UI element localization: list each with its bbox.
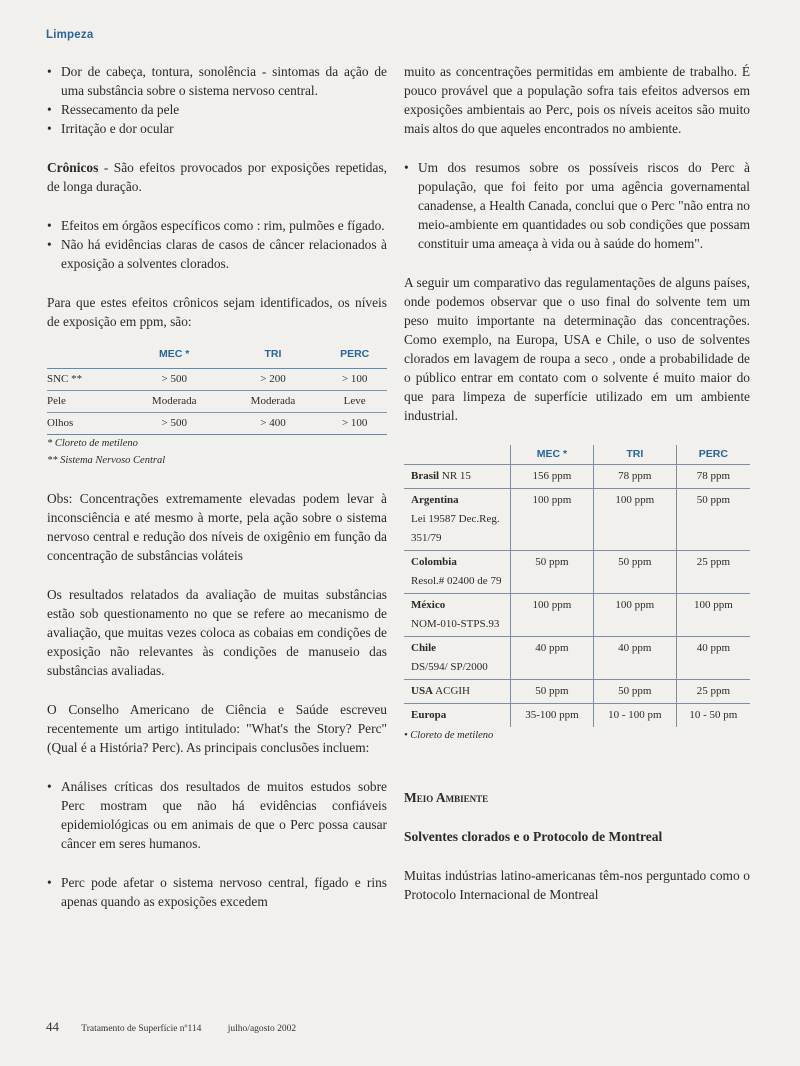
table-header: PERC [322,343,387,369]
page-footer [46,1019,296,1035]
health-canada-list [404,158,750,253]
country-name: USA [411,685,434,697]
list-item: • Não há evidências claras de casos de câncer relacionados à exposição a solventes clorados. [47,237,387,271]
table-header: TRI [224,343,323,369]
country-name: Brasil [411,470,440,482]
table-row: Chile DS/594/ SP/2000 40 ppm 40 ppm 40 ppm [404,637,750,680]
bullet-icon: • [47,875,52,890]
table-header: MEC * [511,445,594,465]
exposure-table [47,343,387,435]
chronic-paragraph: Crônicos - São efeitos provocados por exposições repetidas, de longa duração. [47,160,387,194]
magazine-name: Tratamento de Superfície nº114 [81,1024,202,1034]
page-number: 44 [46,1019,59,1034]
country-name: Chile [411,642,437,654]
list-item: • Perc pode afetar o sistema nervoso central, fígado e rins apenas quando as exposições excedem [47,875,387,909]
regulations-table [404,445,750,727]
issue-date: julho/agosto 2002 [227,1024,297,1034]
footnote-mec: * Cloreto de metileno [47,438,138,449]
table-row: México NOM-010-STPS.93 100 ppm 100 ppm 100 ppm [404,594,750,637]
obs-paragraph: Obs: Concentrações extremamente elevadas podem levar à inconsciência e até mesmo à morte, pela ação sobre o sistema nervoso central e redução dos níveis de oxigênio em função da concentração de substâncias voláteis [47,491,387,563]
regulation-ref: DS/594/ SP/2000 [411,661,488,673]
chronic-list [47,216,387,273]
left-column [47,62,387,911]
montreal-paragraph: Muitas indústrias latino-americanas têm-nos perguntado como o Protocolo Internacional de Montreal [404,868,750,902]
table-header: TRI [593,445,676,465]
list-item: • Análises críticas dos resultados de muitos estudos sobre Perc mostram que não há evidências confiáveis epidemiológicas ou em animais de que o Perc possa causar câncer em seres humanos. [47,779,387,851]
table-row: Europa 35-100 ppm 10 - 100 pm 10 - 50 pm [404,704,750,728]
symptoms-list [47,62,387,138]
footnote-snc: ** Sistema Nervoso Central [47,455,166,466]
continuation-paragraph: muito as concentrações permitidas em ambiente de trabalho. É pouco provável que a população sofra tais efeitos adversos em exposições ambientais ao Perc, pois os níveis aceitos são muito mais altos do que aqueles encontrados no ambiente. [404,64,750,136]
chronic-term: Crônicos [47,160,99,175]
regulation-ref: NR 15 [441,470,471,482]
list-item: • Irritação e dor ocular [47,121,174,136]
bullet-icon: • [47,779,52,794]
bullet-icon: • [47,237,52,252]
list-item: • Dor de cabeça, tontura, sonolência - sintomas da ação de uma substância sobre o sistema nervoso central. [47,64,387,98]
table-row: Argentina Lei 19587 Dec.Reg. 351/79 100 ppm 100 ppm 50 ppm [404,489,750,551]
section-tag: Limpeza [46,29,94,41]
bullet-icon: • [47,121,52,136]
table-header [404,445,511,465]
council-paragraph: O Conselho Americano de Ciência e Saúde escreveu recentemente um artigo intitulado: "What's the Story? Perc" (Qual é a História? Perc). As principais conclusões incluem: [47,702,387,755]
comparison-paragraph: A seguir um comparativo das regulamentações de alguns países, onde podemos observar que o uso final do solvente tem um peso muito importante na determinação das concentrações. Como exemplo, na Europa, USA e Chile, o uso de solventes clorados em lavagem de roupa a seco , onde a probabilidade de o público entrar em contato com o solvente é muito maior do que para limpeza de superfície utilizado em um ambiente industrial. [404,275,750,423]
list-item: • Efeitos em órgãos específicos como : rim, pulmões e fígado. [47,218,385,233]
conclusions-list [47,777,387,911]
section-heading: Meio Ambiente [404,790,489,805]
regulation-ref: Lei 19587 Dec.Reg. 351/79 [411,513,500,544]
list-item: • Ressecamento da pele [47,102,180,117]
country-name: Argentina [411,494,459,506]
right-column [404,62,750,904]
bullet-icon: • [47,102,52,117]
country-name: Colombia [411,556,457,568]
table-row: USA ACGIH 50 ppm 50 ppm 25 ppm [404,680,750,704]
bullet-icon: • [404,160,409,175]
list-item: • Um dos resumos sobre os possíveis riscos do Perc à população, que foi feito por uma agência governamental canadense, a Health Canada, conclui que o Perc "não entra no meio-ambiente em quantidades ou sob condições que possam constituir uma ameaça à vida ou à saúde do homem". [404,160,750,251]
table-row: SNC ** > 500 > 200 > 100 [47,369,387,391]
bullet-icon: • [47,218,52,233]
table-row: Olhos > 500 > 400 > 100 [47,413,387,435]
regulation-ref: ACGIH [435,685,471,697]
table-header: PERC [676,445,750,465]
exposure-intro: Para que estes efeitos crônicos sejam identificados, os níveis de exposição em ppm, são: [47,295,387,329]
table-row: Colombia Resol.# 02400 de 79 50 ppm 50 ppm 25 ppm [404,551,750,594]
reg-footnote: • Cloreto de metileno [404,730,494,741]
bullet-icon: • [47,64,52,79]
table-header: MEC * [125,343,224,369]
table-header [47,343,125,369]
country-name: México [411,599,446,611]
country-name: Europa [411,709,447,721]
table-row: Pele Moderada Moderada Leve [47,391,387,413]
results-paragraph: Os resultados relatados da avaliação de muitas substâncias estão sob questionamento no que se refere ao mecanismo de avaliação, que muitas vezes coloca as cobaias em condições de exposição não relevantes às condições de manuseio das substâncias avaliadas. [47,587,387,678]
sub-heading: Solventes clorados e o Protocolo de Montreal [404,829,663,844]
table-row: Brasil NR 15 156 ppm 78 ppm 78 ppm [404,465,750,489]
regulation-ref: NOM-010-STPS.93 [411,618,500,630]
regulation-ref: Resol.# 02400 de 79 [411,575,502,587]
